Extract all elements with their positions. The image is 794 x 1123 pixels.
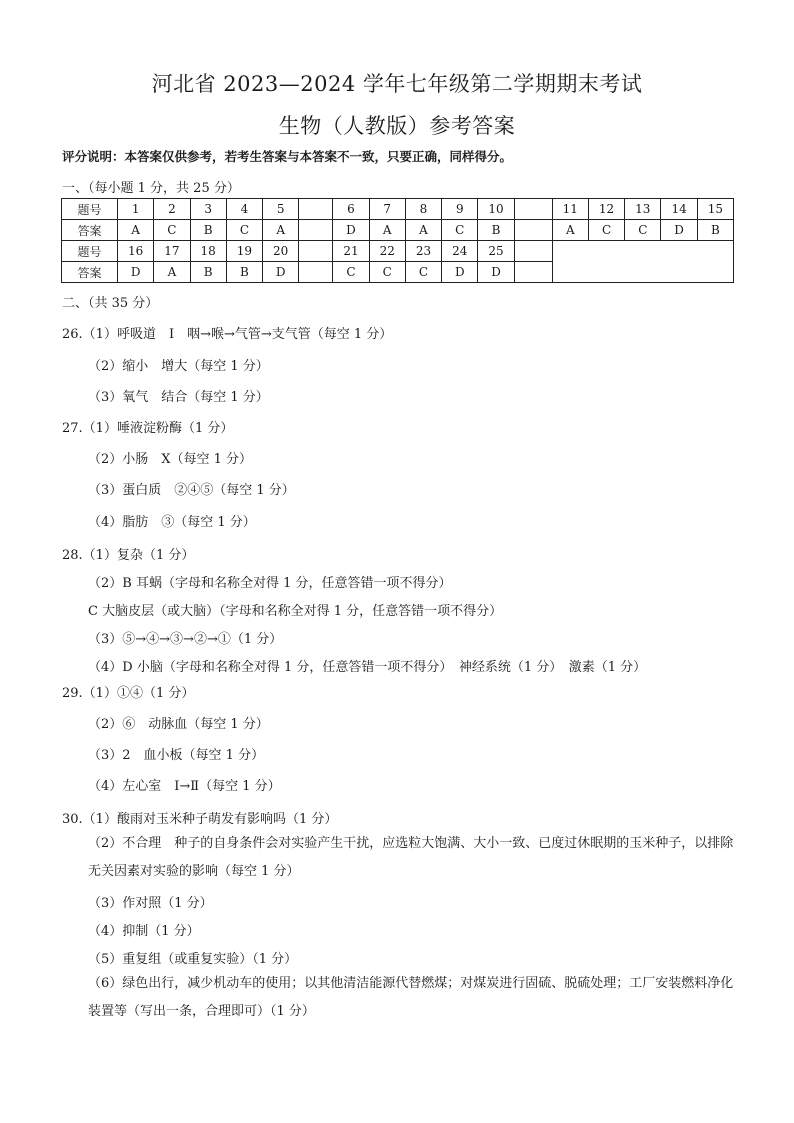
answer-line: （2）小肠 X（每空 1 分） — [88, 452, 253, 467]
row-label: 答案 — [62, 220, 118, 241]
question-number: 24 — [442, 241, 478, 262]
answer-line: 29.（1）①④（1 分） — [62, 686, 195, 701]
answer-cell: D — [118, 262, 154, 283]
answer-cell: A — [405, 220, 441, 241]
answer-cell: C — [442, 220, 478, 241]
section-2-heading: 二、（共 35 分） — [62, 296, 159, 311]
answer-cell: C — [369, 262, 405, 283]
answer-line: 30.（1）酸雨对玉米种子萌发有影响吗（1 分） — [62, 812, 338, 827]
page-subtitle: 生物（人教版）参考答案 — [278, 114, 516, 138]
page-title: 河北省 2023—2024 学年七年级第二学期期末考试 — [151, 72, 643, 96]
answer-line: （3）2 血小板（每空 1 分） — [88, 748, 265, 763]
blank-cell — [299, 241, 333, 262]
blank-cell — [514, 220, 552, 241]
answer-cell: B — [478, 220, 514, 241]
answer-line: （4）脂肪 ③（每空 1 分） — [88, 515, 256, 530]
row-label: 答案 — [62, 262, 118, 283]
answer-cell: B — [697, 220, 733, 241]
question-number: 20 — [263, 241, 299, 262]
question-number: 5 — [263, 199, 299, 220]
answer-line: （2）不合理 种子的自身条件会对实验产生干扰，应选粒大饱满、大小一致、已度过休眠期的玉米种子，以排除无关因素对实验的影响（每空 1 分） — [88, 836, 734, 879]
question-number: 15 — [697, 199, 733, 220]
grading-note: 评分说明：本答案仅供参考，若考生答案与本答案不一致，只要正确，同样得分。 — [62, 149, 513, 164]
answer-cell: C — [588, 220, 624, 241]
answer-cell: B — [226, 262, 262, 283]
answer-line: （3）作对照（1 分） — [88, 896, 213, 911]
table-row — [62, 220, 734, 241]
answer-line: （6）绿色出行，减少机动车的使用；以其他清洁能源代替燃煤；对煤炭进行固硫、脱硫处理；工厂安装燃料净化装置等（写出一条，合理即可）（1 分） — [88, 976, 734, 1019]
question-number: 11 — [552, 199, 588, 220]
question-number: 12 — [588, 199, 624, 220]
question-number: 21 — [333, 241, 369, 262]
blank-cell — [514, 241, 552, 262]
answer-cell: D — [263, 262, 299, 283]
answer-cell: A — [552, 220, 588, 241]
answer-table — [61, 198, 734, 283]
answer-line: （4）左心室 Ⅰ→Ⅱ（每空 1 分） — [88, 779, 281, 794]
answer-line: （2）⑥ 动脉血（每空 1 分） — [88, 717, 269, 732]
section-1-heading: 一、（每小题 1 分，共 25 分） — [62, 181, 240, 196]
question-number: 4 — [226, 199, 262, 220]
blank-cell — [299, 262, 333, 283]
answer-line: 26.（1）呼吸道 Ⅰ 咽→喉→气管→支气管（每空 1 分） — [62, 327, 393, 342]
answer-line: 27.（1）唾液淀粉酶（1 分） — [62, 421, 234, 436]
question-number: 10 — [478, 199, 514, 220]
row-label: 题号 — [62, 241, 118, 262]
question-number: 13 — [625, 199, 661, 220]
answer-line: C 大脑皮层（或大脑）（字母和名称全对得 1 分，任意答错一项不得分） — [88, 604, 503, 619]
answer-cell: B — [190, 262, 226, 283]
answer-cell: C — [333, 262, 369, 283]
answer-cell: C — [154, 220, 190, 241]
question-number: 22 — [369, 241, 405, 262]
blank-cell — [299, 220, 333, 241]
table-row — [62, 241, 734, 262]
answer-line: （3）蛋白质 ②④⑤（每空 1 分） — [88, 483, 295, 498]
question-number: 23 — [405, 241, 441, 262]
answer-line: 28.（1）复杂（1 分） — [62, 548, 195, 563]
question-number: 19 — [226, 241, 262, 262]
question-number: 16 — [118, 241, 154, 262]
question-number: 6 — [333, 199, 369, 220]
answer-line: （2）B 耳蜗（字母和名称全对得 1 分，任意答错一项不得分） — [88, 576, 452, 591]
answer-cell: D — [478, 262, 514, 283]
answer-cell: B — [190, 220, 226, 241]
blank-cell — [514, 199, 552, 220]
answer-cell: A — [263, 220, 299, 241]
answer-cell: D — [442, 262, 478, 283]
question-number: 17 — [154, 241, 190, 262]
answer-cell: A — [369, 220, 405, 241]
answer-line: （3）⑤→④→③→②→①（1 分） — [88, 632, 283, 647]
question-number: 1 — [118, 199, 154, 220]
answer-line: （4）D 小脑（字母和名称全对得 1 分，任意答错一项不得分） 神经系统（1 分） 激素（1 分） — [88, 660, 647, 675]
question-number: 9 — [442, 199, 478, 220]
answer-cell: C — [226, 220, 262, 241]
question-number: 7 — [369, 199, 405, 220]
table-row — [62, 199, 734, 220]
question-number: 8 — [405, 199, 441, 220]
blank-cell — [552, 241, 733, 283]
answer-line: （4）抑制（1 分） — [88, 924, 200, 939]
answer-cell: D — [661, 220, 697, 241]
question-number: 25 — [478, 241, 514, 262]
blank-cell — [514, 262, 552, 283]
question-number: 14 — [661, 199, 697, 220]
answer-cell: C — [625, 220, 661, 241]
answer-cell: A — [154, 262, 190, 283]
question-number: 18 — [190, 241, 226, 262]
row-label: 题号 — [62, 199, 118, 220]
answer-cell: D — [333, 220, 369, 241]
answer-cell: C — [405, 262, 441, 283]
answer-cell: A — [118, 220, 154, 241]
answer-line: （2）缩小 增大（每空 1 分） — [88, 359, 269, 374]
question-number: 3 — [190, 199, 226, 220]
answer-line: （5）重复组（或重复实验）（1 分） — [88, 952, 298, 967]
blank-cell — [299, 199, 333, 220]
answer-line: （3）氧气 结合（每空 1 分） — [88, 390, 269, 405]
question-number: 2 — [154, 199, 190, 220]
